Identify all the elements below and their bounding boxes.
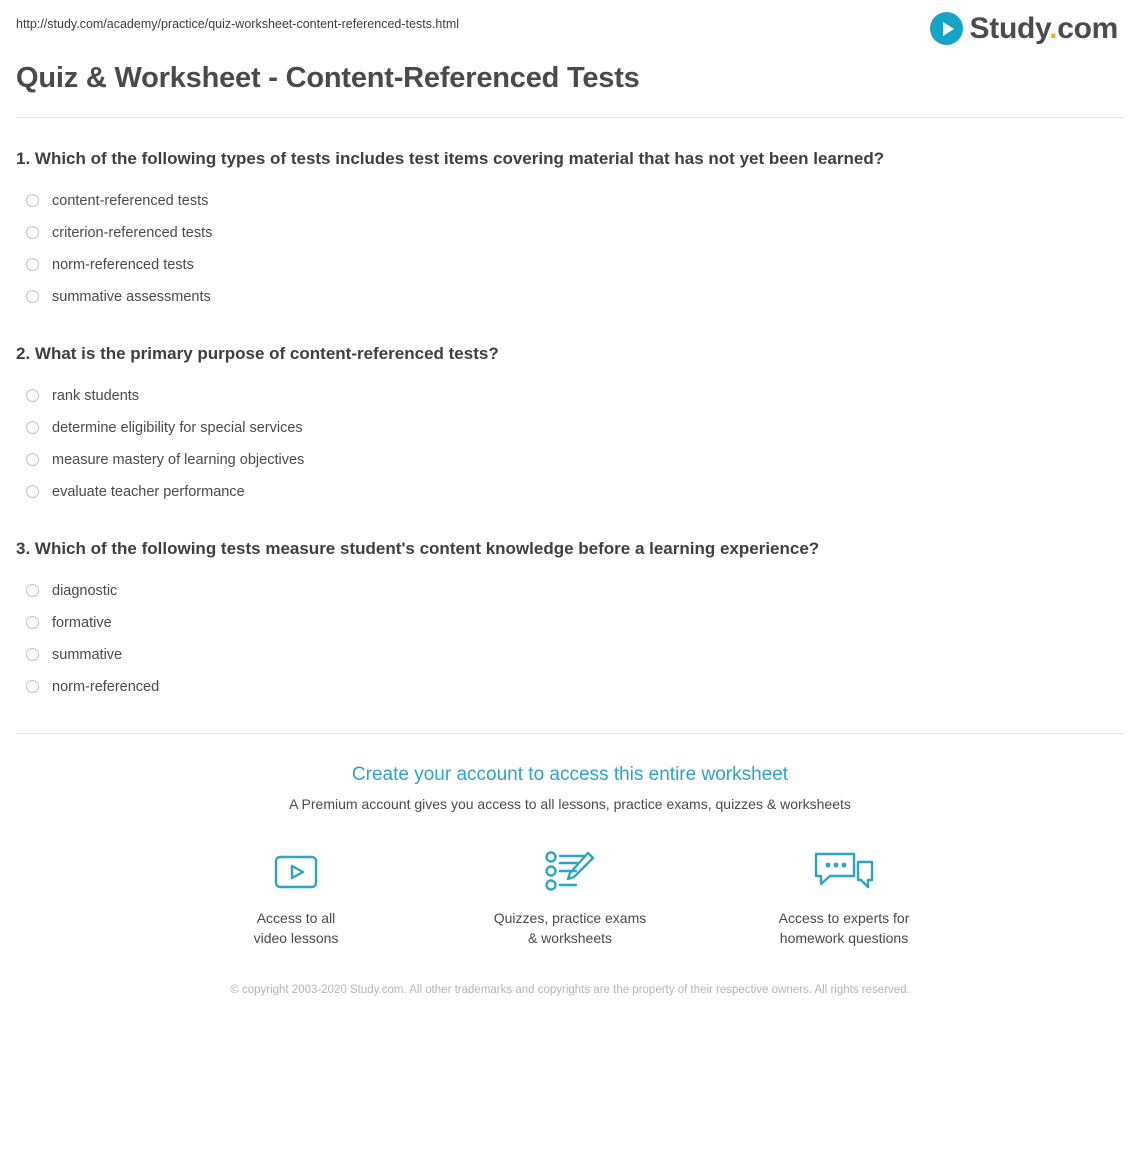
answer-label: summative assessments [52,288,211,305]
answer-option[interactable] [16,185,1124,217]
answer-label: rank students [52,387,140,404]
copyright-text: © copyright 2003-2020 Study.com. All other trademarks and copyrights are the property of their respective owners. All rights reserved. [230,983,910,996]
radio-button-icon[interactable] [26,616,39,629]
answer-option[interactable] [16,575,1124,607]
radio-button-icon[interactable] [26,258,39,271]
feature-list [16,838,1124,948]
answer-options [16,380,1124,508]
feature-line-2: & worksheets [527,929,613,946]
account-cta [16,733,1124,999]
answer-option[interactable] [16,412,1124,444]
feature-line-2: video lessons [253,929,339,946]
answer-label: content-referenced tests [52,192,209,209]
radio-button-icon[interactable] [26,421,39,434]
radio-button-icon[interactable] [26,453,39,466]
feature-line-1: Access to experts for [778,909,910,926]
question-text: 1. Which of the following types of tests includes test items covering material that has not yet been learned? [16,149,885,168]
cta-headline[interactable]: Create your account to access this entire worksheet [351,763,789,785]
feature-quizzes [485,848,655,948]
cta-subhead: A Premium account gives you access to all lessons, practice exams, quizzes & worksheets [289,795,851,812]
radio-button-icon[interactable] [26,389,39,402]
answer-options [16,575,1124,703]
logo-wordmark [970,12,1118,45]
answer-option[interactable] [16,444,1124,476]
answer-options [16,185,1124,313]
answer-label: criterion-referenced tests [52,224,213,241]
play-circle-icon [930,12,963,45]
question-3 [16,538,1124,703]
question-2 [16,343,1124,508]
radio-button-icon[interactable] [26,226,39,239]
radio-button-icon[interactable] [26,194,39,207]
video-play-icon [211,848,381,896]
answer-option[interactable] [16,281,1124,313]
page-url: http://study.com/academy/practice/quiz-worksheet-content-referenced-tests.html [16,17,460,31]
logo-tld: com [1057,12,1118,45]
answer-option[interactable] [16,671,1124,703]
question-text: 3. Which of the following tests measure student's content knowledge before a learning experience? [16,538,820,558]
logo-dot: . [1049,12,1058,45]
answer-label: formative [52,614,112,631]
answer-option[interactable] [16,249,1124,281]
feature-video-lessons [211,848,381,948]
print-header [16,0,1124,48]
radio-button-icon[interactable] [26,290,39,303]
answer-option[interactable] [16,639,1124,671]
site-logo [930,12,1124,45]
feature-line-1: Access to all [256,909,336,926]
answer-option[interactable] [16,476,1124,508]
logo-name: Study [969,12,1050,45]
answer-label: diagnostic [52,582,118,599]
answer-label: determine eligibility for special services [52,419,303,436]
page-title: Quiz & Worksheet - Content-Referenced Tests [16,62,1124,118]
answer-option[interactable] [16,217,1124,249]
chat-bubbles-icon [759,848,929,896]
radio-button-icon[interactable] [26,648,39,661]
checklist-pencil-icon [485,848,655,896]
questions-list [16,118,1124,703]
answer-option[interactable] [16,380,1124,412]
radio-button-icon[interactable] [26,584,39,597]
answer-label: summative [52,646,123,663]
answer-label: evaluate teacher performance [52,483,245,500]
answer-label: measure mastery of learning objectives [52,451,305,468]
answer-label: norm-referenced [52,678,160,695]
feature-experts [759,848,929,948]
answer-label: norm-referenced tests [52,256,194,273]
question-text: 2. What is the primary purpose of content-referenced tests? [16,343,499,363]
feature-line-2: homework questions [779,929,909,946]
feature-line-1: Quizzes, practice exams [493,909,647,926]
radio-button-icon[interactable] [26,485,39,498]
answer-option[interactable] [16,607,1124,639]
radio-button-icon[interactable] [26,680,39,693]
question-1 [16,148,1124,313]
